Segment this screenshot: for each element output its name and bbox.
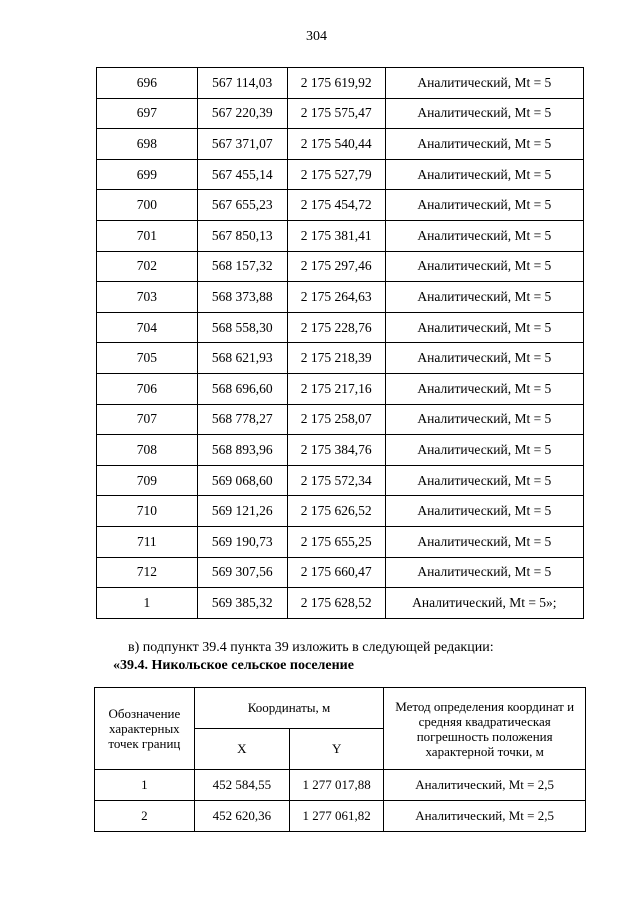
x-coordinate-cell: 569 307,56 [197, 557, 287, 588]
page-number: 304 [306, 29, 327, 44]
method-cell: Аналитический, Mt = 5 [385, 435, 583, 466]
header-x: X [194, 729, 289, 770]
y-coordinate-cell: 2 175 264,63 [287, 282, 385, 313]
point-number-cell: 702 [97, 251, 198, 282]
method-cell: Аналитический, Mt = 5 [385, 373, 583, 404]
table-row [95, 770, 586, 801]
method-cell: Аналитический, Mt = 5 [385, 220, 583, 251]
x-coordinate-cell: 568 778,27 [197, 404, 287, 435]
amendment-text [113, 639, 494, 675]
table-row [97, 373, 584, 404]
x-coordinate-cell: 569 121,26 [197, 496, 287, 527]
method-cell: Аналитический, Mt = 5 [385, 526, 583, 557]
table-row [95, 801, 586, 832]
table-row [97, 98, 584, 129]
table-row [97, 526, 584, 557]
y-coordinate-cell: 2 175 381,41 [287, 220, 385, 251]
header-coordinates: Координаты, м [194, 688, 384, 729]
y-coordinate-cell: 2 175 297,46 [287, 251, 385, 282]
point-number-cell: 708 [97, 435, 198, 466]
table-row [97, 190, 584, 221]
method-cell: Аналитический, Mt = 5 [385, 557, 583, 588]
x-coordinate-cell: 568 157,32 [197, 251, 287, 282]
amendment-instruction: в) подпункт 39.4 пункта 39 изложить в следующей редакции: [128, 640, 494, 655]
nikolskoe-table-body [95, 688, 586, 832]
method-cell: Аналитический, Mt = 5 [385, 343, 583, 374]
table-row [97, 496, 584, 527]
x-coordinate-cell: 452 584,55 [194, 770, 289, 801]
method-cell: Аналитический, Mt = 5 [385, 496, 583, 527]
point-number-cell: 697 [97, 98, 198, 129]
method-cell: Аналитический, Mt = 5»; [385, 588, 583, 619]
y-coordinate-cell: 2 175 655,25 [287, 526, 385, 557]
point-number-cell: 704 [97, 312, 198, 343]
y-coordinate-cell: 2 175 384,76 [287, 435, 385, 466]
x-coordinate-cell: 567 455,14 [197, 159, 287, 190]
table-row [97, 557, 584, 588]
method-cell: Аналитический, Mt = 5 [385, 129, 583, 160]
method-cell: Аналитический, Mt = 5 [385, 282, 583, 313]
x-coordinate-cell: 567 850,13 [197, 220, 287, 251]
table-header-row [95, 688, 586, 729]
point-number-cell: 2 [95, 801, 195, 832]
point-number-cell: 712 [97, 557, 198, 588]
y-coordinate-cell: 2 175 575,47 [287, 98, 385, 129]
x-coordinate-cell: 569 068,60 [197, 465, 287, 496]
table-row [97, 159, 584, 190]
section-heading: «39.4. Никольское сельское поселение [113, 658, 354, 673]
x-coordinate-cell: 568 558,30 [197, 312, 287, 343]
y-coordinate-cell: 2 175 628,52 [287, 588, 385, 619]
table-row [97, 465, 584, 496]
point-number-cell: 707 [97, 404, 198, 435]
x-coordinate-cell: 568 893,96 [197, 435, 287, 466]
point-number-cell: 698 [97, 129, 198, 160]
method-cell: Аналитический, Mt = 5 [385, 465, 583, 496]
x-coordinate-cell: 567 371,07 [197, 129, 287, 160]
table-row [97, 220, 584, 251]
point-number-cell: 703 [97, 282, 198, 313]
x-coordinate-cell: 567 220,39 [197, 98, 287, 129]
method-cell: Аналитический, Mt = 2,5 [384, 801, 586, 832]
y-coordinate-cell: 2 175 619,92 [287, 68, 385, 99]
y-coordinate-cell: 2 175 540,44 [287, 129, 385, 160]
x-coordinate-cell: 569 385,32 [197, 588, 287, 619]
point-number-cell: 1 [97, 588, 198, 619]
x-coordinate-cell: 452 620,36 [194, 801, 289, 832]
y-coordinate-cell: 1 277 017,88 [290, 770, 384, 801]
method-cell: Аналитический, Mt = 5 [385, 404, 583, 435]
header-y: Y [290, 729, 384, 770]
table-row [97, 588, 584, 619]
x-coordinate-cell: 569 190,73 [197, 526, 287, 557]
method-cell: Аналитический, Mt = 5 [385, 251, 583, 282]
point-number-cell: 710 [97, 496, 198, 527]
x-coordinate-cell: 568 373,88 [197, 282, 287, 313]
x-coordinate-cell: 568 621,93 [197, 343, 287, 374]
y-coordinate-cell: 2 175 217,16 [287, 373, 385, 404]
coordinates-table-body [97, 68, 584, 619]
table-row [97, 68, 584, 99]
method-cell: Аналитический, Mt = 5 [385, 68, 583, 99]
method-cell: Аналитический, Mt = 5 [385, 312, 583, 343]
point-number-cell: 699 [97, 159, 198, 190]
nikolskoe-coordinates-table [94, 687, 586, 832]
point-number-cell: 706 [97, 373, 198, 404]
table-row [97, 282, 584, 313]
point-number-cell: 700 [97, 190, 198, 221]
table-row [97, 343, 584, 374]
point-number-cell: 705 [97, 343, 198, 374]
table-row [97, 312, 584, 343]
point-number-cell: 711 [97, 526, 198, 557]
x-coordinate-cell: 567 655,23 [197, 190, 287, 221]
header-designation: Обозначение характерных точек границ [95, 688, 195, 770]
y-coordinate-cell: 2 175 660,47 [287, 557, 385, 588]
y-coordinate-cell: 2 175 527,79 [287, 159, 385, 190]
header-method: Метод определения координат и средняя квадратическая погрешность положения характерной точки, м [384, 688, 586, 770]
y-coordinate-cell: 1 277 061,82 [290, 801, 384, 832]
y-coordinate-cell: 2 175 218,39 [287, 343, 385, 374]
method-cell: Аналитический, Mt = 5 [385, 190, 583, 221]
table-row [97, 435, 584, 466]
y-coordinate-cell: 2 175 228,76 [287, 312, 385, 343]
x-coordinate-cell: 567 114,03 [197, 68, 287, 99]
x-coordinate-cell: 568 696,60 [197, 373, 287, 404]
method-cell: Аналитический, Mt = 5 [385, 98, 583, 129]
coordinates-table-continued [96, 67, 584, 619]
y-coordinate-cell: 2 175 572,34 [287, 465, 385, 496]
y-coordinate-cell: 2 175 454,72 [287, 190, 385, 221]
point-number-cell: 701 [97, 220, 198, 251]
point-number-cell: 1 [95, 770, 195, 801]
y-coordinate-cell: 2 175 626,52 [287, 496, 385, 527]
point-number-cell: 696 [97, 68, 198, 99]
table-row [97, 251, 584, 282]
method-cell: Аналитический, Mt = 5 [385, 159, 583, 190]
table-row [97, 404, 584, 435]
table-row [97, 129, 584, 160]
point-number-cell: 709 [97, 465, 198, 496]
method-cell: Аналитический, Mt = 2,5 [384, 770, 586, 801]
y-coordinate-cell: 2 175 258,07 [287, 404, 385, 435]
